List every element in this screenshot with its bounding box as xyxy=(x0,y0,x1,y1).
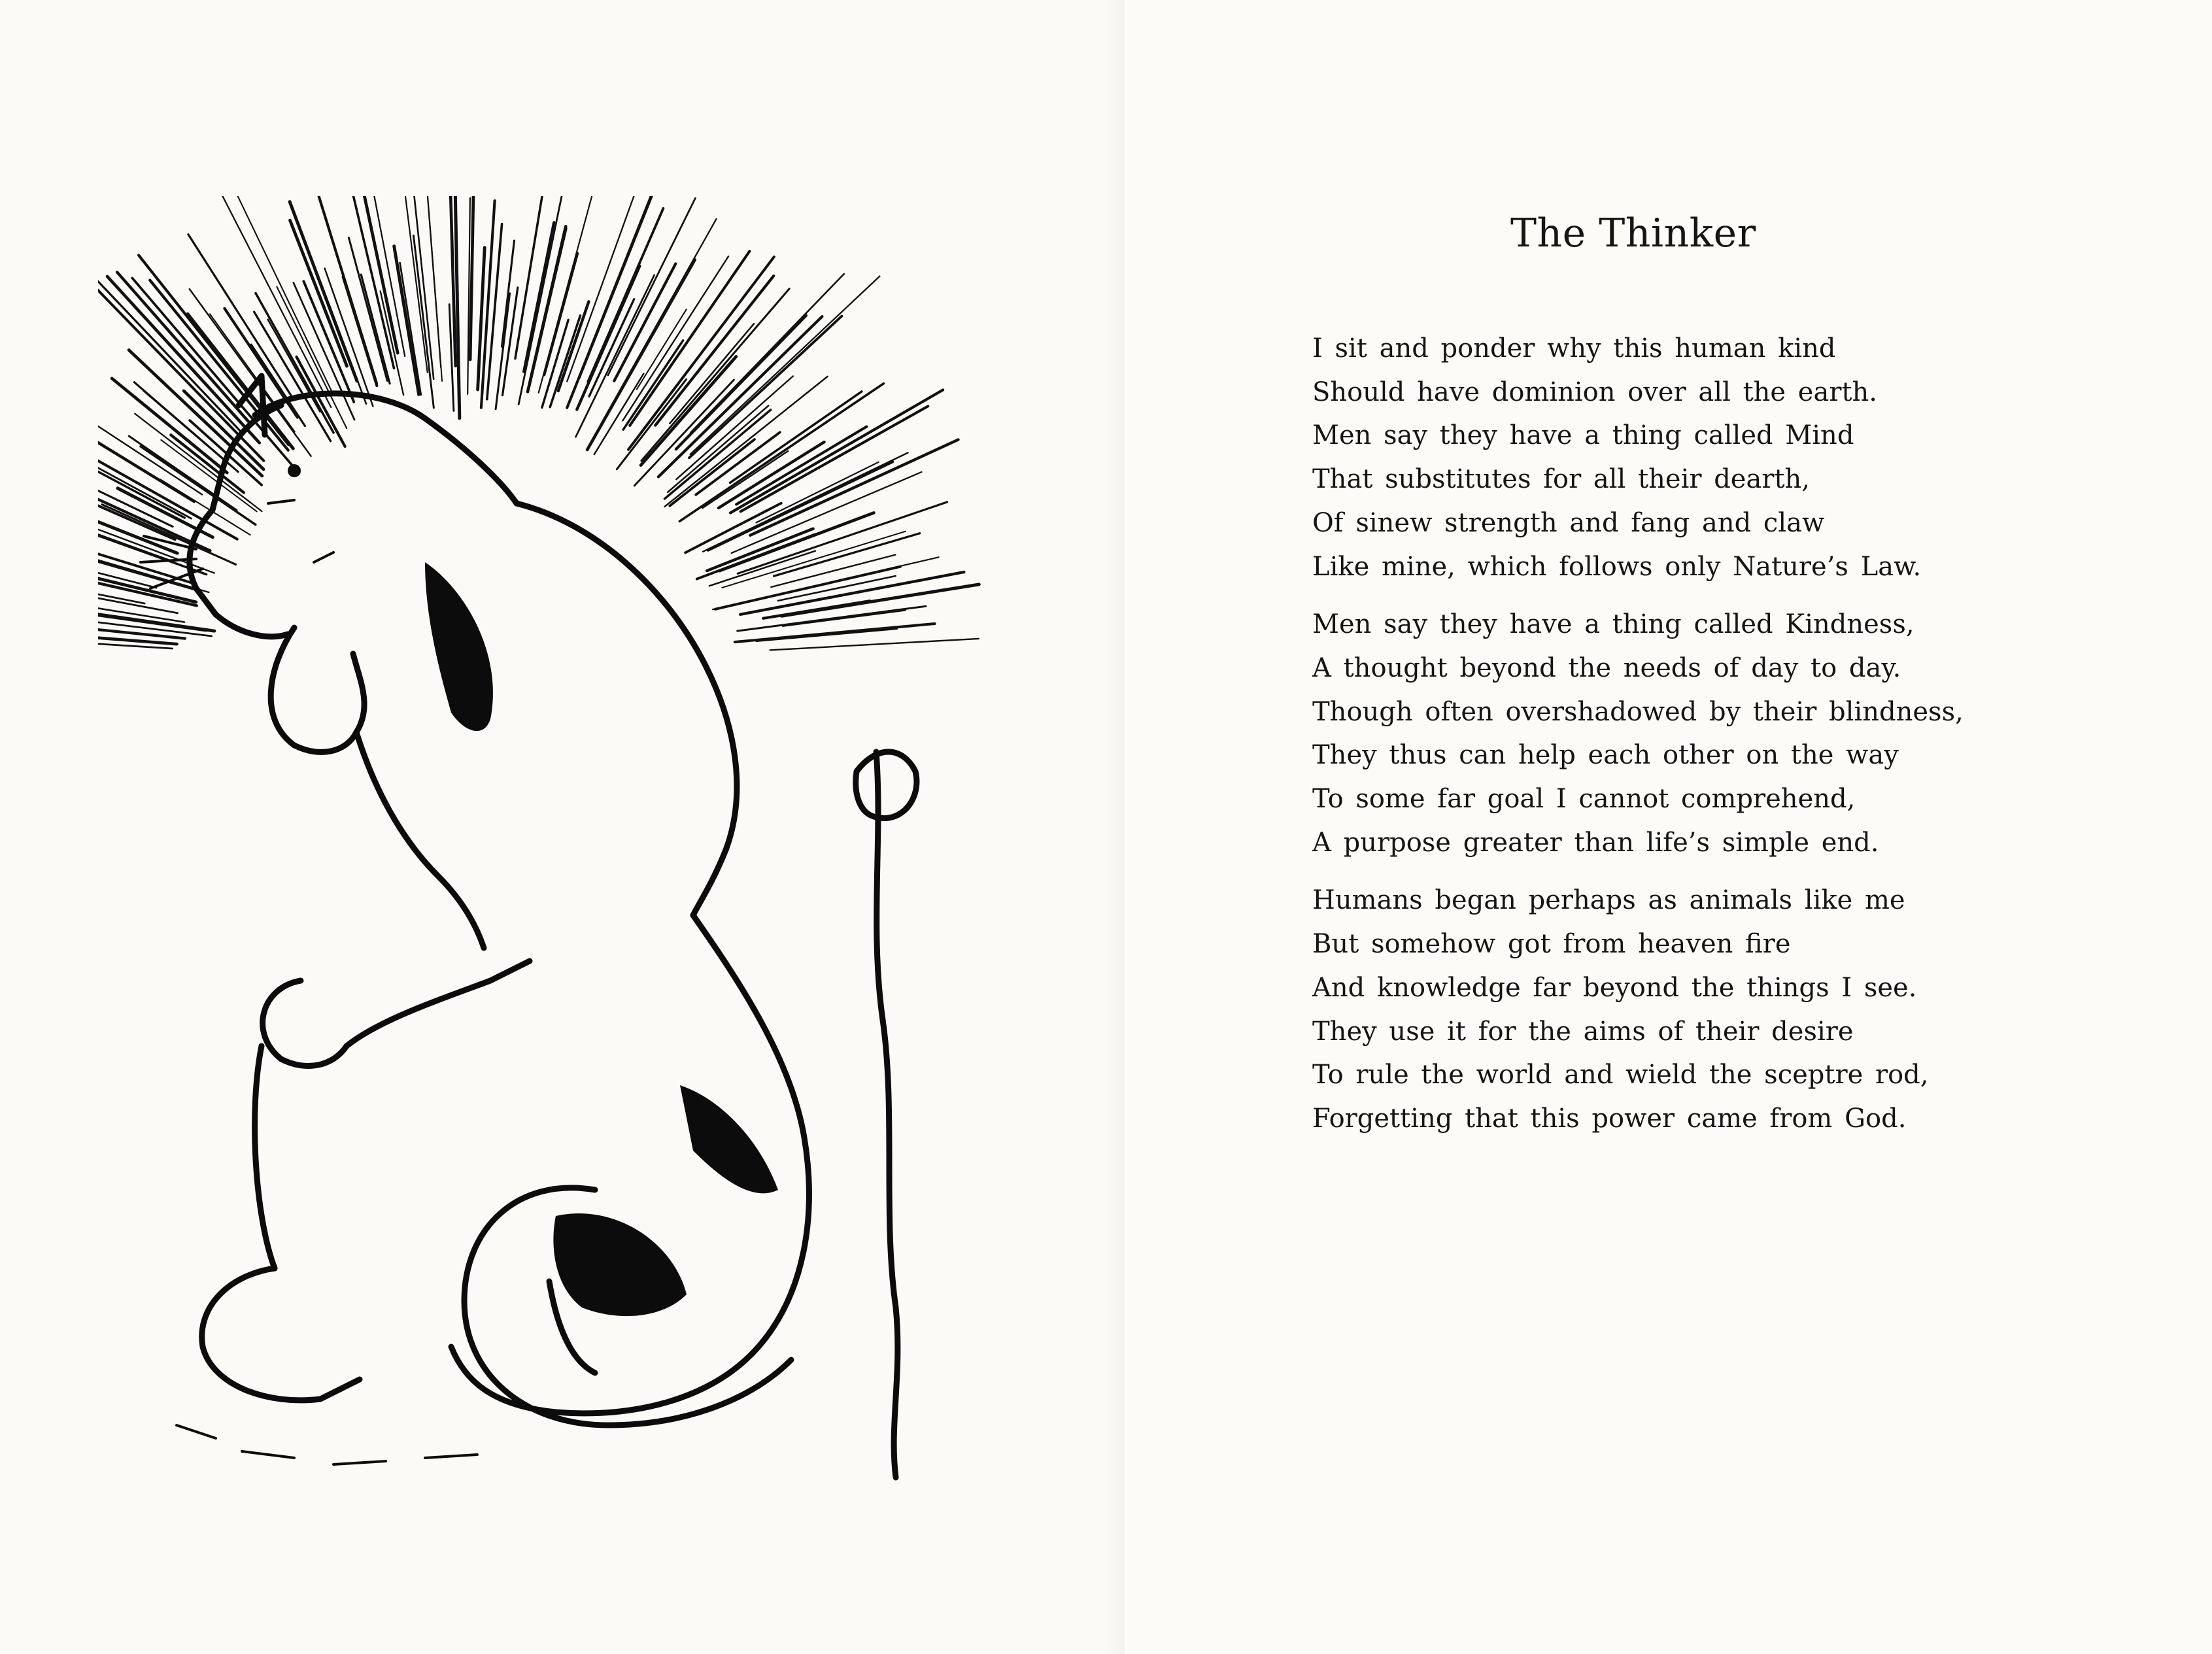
cougar-drawing xyxy=(98,196,1027,1497)
poem-line: They use it for the aims of their desire xyxy=(1312,1016,1854,1047)
hatch-line xyxy=(665,377,828,507)
hatch-line xyxy=(558,301,589,391)
hatch-line xyxy=(770,639,979,650)
hatch-line xyxy=(297,357,345,447)
hatch-line xyxy=(400,263,421,395)
poem-line: Men say they have a thing called Mind xyxy=(1312,420,1854,451)
poem-line: Men say they have a thing called Kindness, xyxy=(1312,609,1914,640)
poem-line: A purpose greater than life’s simple end. xyxy=(1312,827,1879,858)
poem-line: And knowledge far beyond the things I see. xyxy=(1312,972,1917,1003)
poem-line: Like mine, which follows only Nature’s Law. xyxy=(1312,551,1922,582)
hatch-line xyxy=(107,277,260,443)
hatch-line xyxy=(455,196,460,418)
hatch-line xyxy=(720,513,874,571)
hatch-line xyxy=(579,196,672,378)
stanza-1 xyxy=(1312,327,2032,588)
poem-line: To some far goal I cannot comprehend, xyxy=(1312,784,1856,815)
hatch-line xyxy=(98,577,196,602)
hatch-line xyxy=(670,439,755,506)
hatch-line xyxy=(544,254,577,375)
whiskers-and-hatching xyxy=(141,500,477,1464)
poem-line: To rule the world and wield the sceptre rod, xyxy=(1312,1060,1929,1090)
cougar-thinker-illustration xyxy=(98,196,1027,1497)
radiating-hatch-lines xyxy=(98,196,979,650)
poem-line: Humans began perhaps as animals like me xyxy=(1312,885,1905,916)
hatch-line xyxy=(381,291,403,395)
poem-line: Of sinew strength and fang and claw xyxy=(1312,507,1825,538)
hatch-line xyxy=(515,196,543,358)
poem-body xyxy=(1312,327,2032,1155)
stanza-2 xyxy=(1312,603,2032,864)
poem-title: The Thinker xyxy=(1510,211,1756,256)
poem-line: Should have dominion over all the earth. xyxy=(1312,377,1877,407)
poem-line: I sit and ponder why this human kind xyxy=(1312,333,1836,363)
hatch-line xyxy=(470,196,474,360)
poem-line: They thus can help each other on the way xyxy=(1312,740,1899,771)
stanza-3 xyxy=(1312,879,2032,1140)
hatch-line xyxy=(468,198,470,394)
hatch-line xyxy=(676,376,793,479)
poem-line: That substitutes for all their dearth, xyxy=(1312,464,1810,495)
poem-line: But somehow got from heaven fire xyxy=(1312,929,1791,960)
poem-line: A thought beyond the needs of day to day. xyxy=(1312,652,1901,683)
hatch-line xyxy=(352,196,394,368)
cougar-outline xyxy=(190,376,917,1477)
hatch-line xyxy=(708,462,893,550)
poem-line: Forgetting that this power came from God. xyxy=(1312,1103,1907,1134)
poem-line: Though often overshadowed by their blindness, xyxy=(1312,696,1964,727)
hatch-line xyxy=(588,209,663,382)
